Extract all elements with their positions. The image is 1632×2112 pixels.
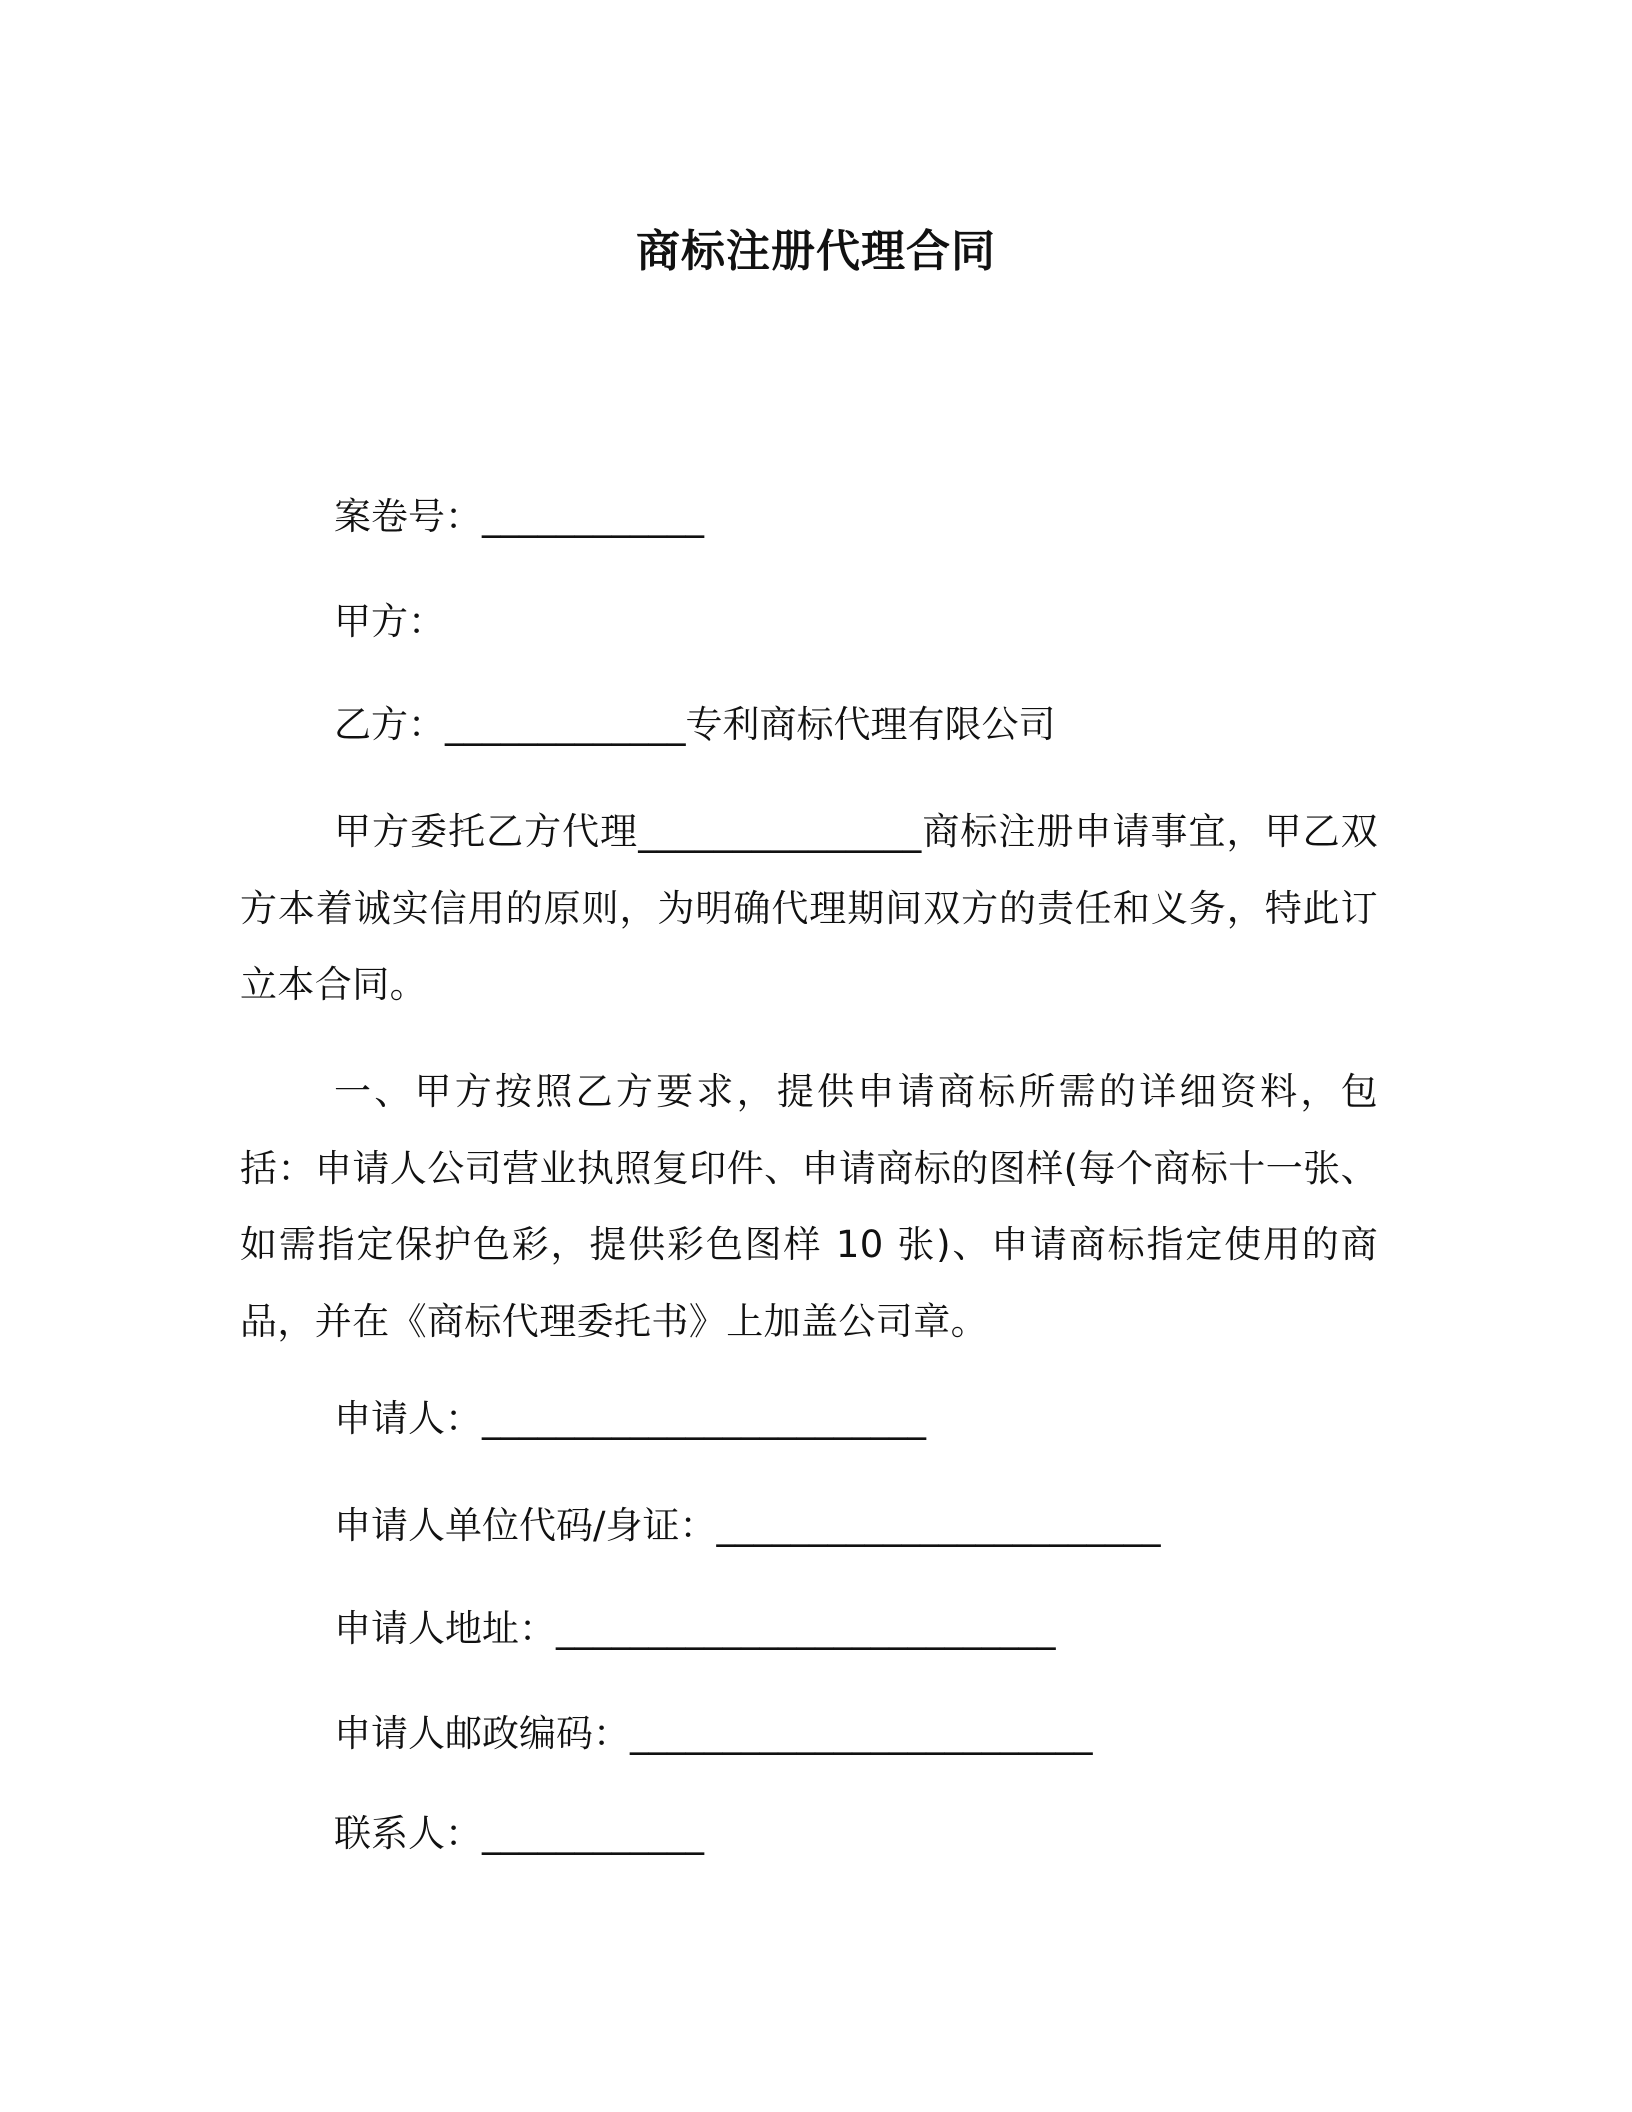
- applicant-field: 申请人：________________________: [334, 1397, 926, 1440]
- applicant-code-field: 申请人单位代码/身证：________________________: [334, 1504, 1161, 1547]
- clause-1-paragraph: 一、甲方按照乙方要求，提供申请商标所需的详细资料，包括：申请人公司营业执照复印件、申请商标的图样(每个商标十一张、如需指定保护色彩，提供彩色图样 10 张)、申请商标指定使用的商品，并在《商标代理委托书》上加盖公司章。: [240, 1070, 1378, 1343]
- contact-person-field: 联系人：____________: [334, 1812, 704, 1855]
- applicant-address-field: 申请人地址：___________________________: [334, 1607, 1056, 1650]
- case-number-field: 案卷号：____________: [334, 495, 704, 538]
- party-a-field: 甲方：: [334, 600, 445, 643]
- applicant-postcode-field: 申请人邮政编码：_________________________: [334, 1712, 1093, 1755]
- intro-paragraph: 甲方委托乙方代理_______________商标注册申请事宜，甲乙双方本着诚实信用的原则，为明确代理期间双方的责任和义务，特此订立本合同。: [240, 810, 1378, 1006]
- party-b-field: 乙方：_____________专利商标代理有限公司: [334, 703, 1056, 746]
- document-title: 商标注册代理合同: [636, 226, 996, 277]
